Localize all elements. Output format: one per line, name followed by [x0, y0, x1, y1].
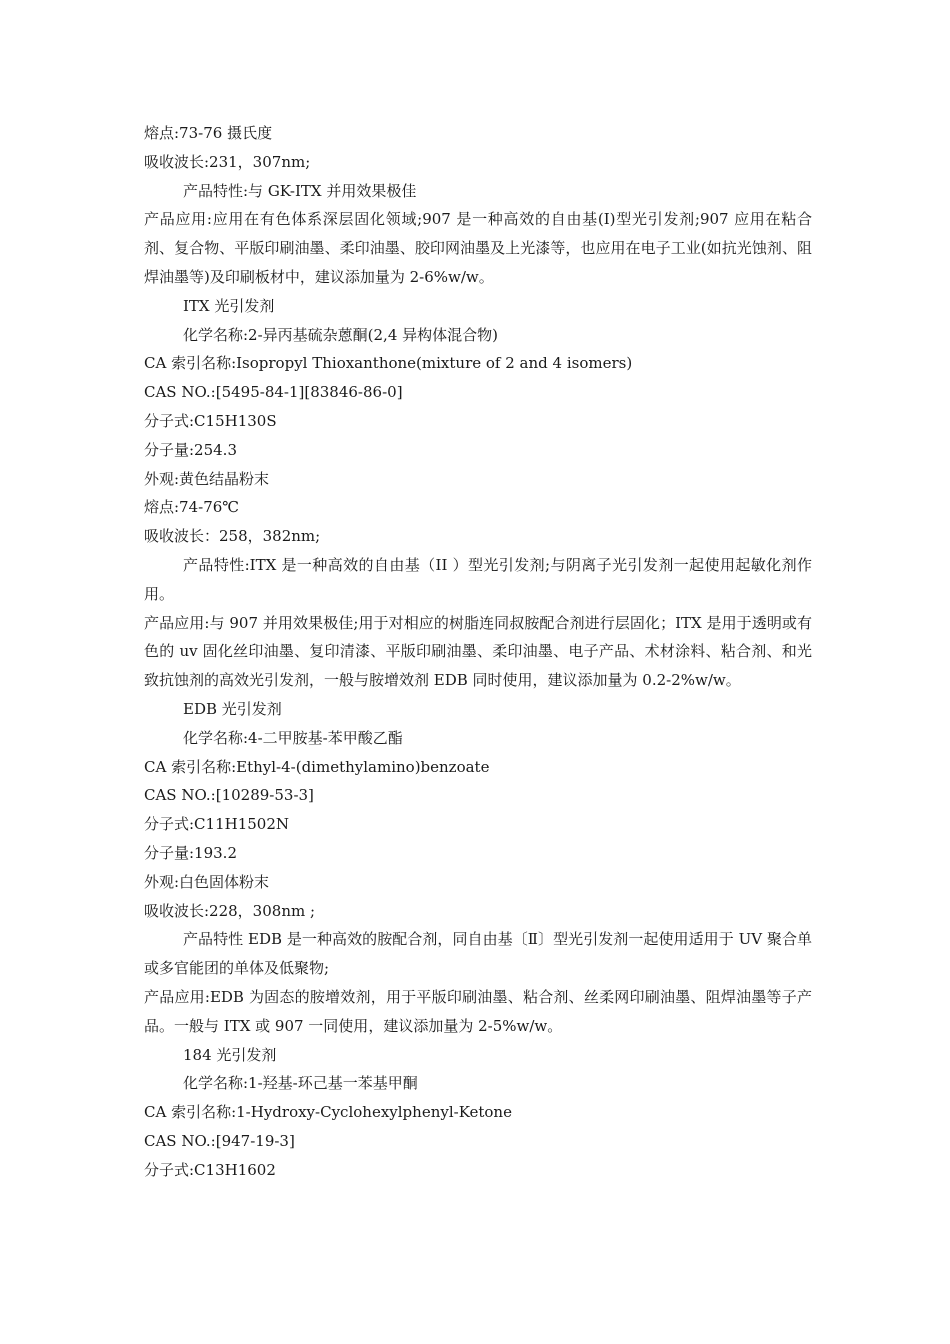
section-heading: EDB 光引发剂 [183, 699, 282, 718]
text-line: 分子式:C15H130S [144, 411, 277, 430]
text-line: CAS NO.:[10289-53-3] [144, 786, 314, 805]
text-paragraph: 产品应用:应用在有色体系深层固化领域;907 是一种高效的自由基(I)型光引发剂;907 应用在粘合剂、复合物、平版印刷油墨、柔印油墨、胶印网油墨及上光漆等，也应用在电子工业(如抗光蚀剂、阻焊油墨等)及印刷板材中，建议添加量为 2-6%w/w。 [144, 210, 812, 286]
text-line: 分子量:254.3 [144, 440, 237, 459]
text-line: 分子式:C13H1602 [144, 1160, 276, 1179]
text-line: 化学名称:1-羟基-环己基一苯基甲酮 [183, 1074, 418, 1093]
text-line: 外观:白色固体粉末 [144, 872, 270, 891]
section-heading: ITX 光引发剂 [183, 296, 275, 315]
text-line: 产品特性:与 GK-ITX 并用效果极佳 [183, 181, 417, 200]
text-line: 分子量:193.2 [144, 843, 237, 862]
text-line: CAS NO.:[5495-84-1][83846-86-0] [144, 383, 403, 402]
text-line: 吸收波长:231，307nm; [144, 152, 311, 171]
text-paragraph: 产品特性 EDB 是一种高效的胺配合剂，同自由基〔Ⅱ〕型光引发剂一起使用适用于 UV 聚合单或多官能团的单体及低聚物; [144, 930, 812, 978]
text-line: CA 索引名称:1-Hydroxy-Cyclohexylphenyl-Ketone [144, 1103, 512, 1122]
document-body [144, 119, 812, 1184]
text-line: CA 索引名称:Ethyl-4-(dimethylamino)benzoate [144, 757, 490, 776]
text-line: 化学名称:4-二甲胺基-苯甲酸乙酯 [183, 728, 403, 747]
text-paragraph: 产品应用:与 907 并用效果极佳;用于对相应的树脂连同叔胺配合剂进行层固化；ITX 是用于透明或有色的 uv 固化丝印油墨、复印清漆、平版印刷油墨、柔印油墨、电子产品、术材涂料、粘合剂、和光致抗蚀剂的高效光引发剂，一般与胺增效剂 EDB 同时使用，建议添加量为 0.2-2%w/w。 [144, 613, 812, 690]
text-line: 外观:黄色结晶粉末 [144, 469, 270, 488]
text-line: 吸收波长:228，308nm ; [144, 901, 316, 920]
section-heading: 184 光引发剂 [183, 1045, 277, 1064]
text-line: 熔点:73-76 摄氏度 [144, 124, 273, 142]
text-paragraph: 产品特性:ITX 是一种高效的自由基（II ）型光引发剂;与阴离子光引发剂一起使用起敏化剂作用。 [144, 555, 812, 603]
text-line: CA 索引名称:Isopropyl Thioxanthone(mixture of 2 and 4 isomers) [144, 354, 633, 373]
text-line: 化学名称:2-异丙基硫杂蒽酮(2,4 异构体混合物) [183, 325, 498, 344]
text-line: CAS NO.:[947-19-3] [144, 1131, 295, 1150]
text-line: 吸收波长：258，382nm; [144, 527, 321, 546]
text-paragraph: 产品应用:EDB 为固态的胺增效剂，用于平版印刷油墨、粘合剂、丝柔网印刷油墨、阻焊油墨等子产品。一般与 ITX 或 907 一同使用，建议添加量为 2-5%w/w。 [144, 987, 812, 1035]
text-line: 熔点:74-76℃ [144, 498, 240, 517]
text-line: 分子式:C11H1502N [144, 815, 289, 834]
